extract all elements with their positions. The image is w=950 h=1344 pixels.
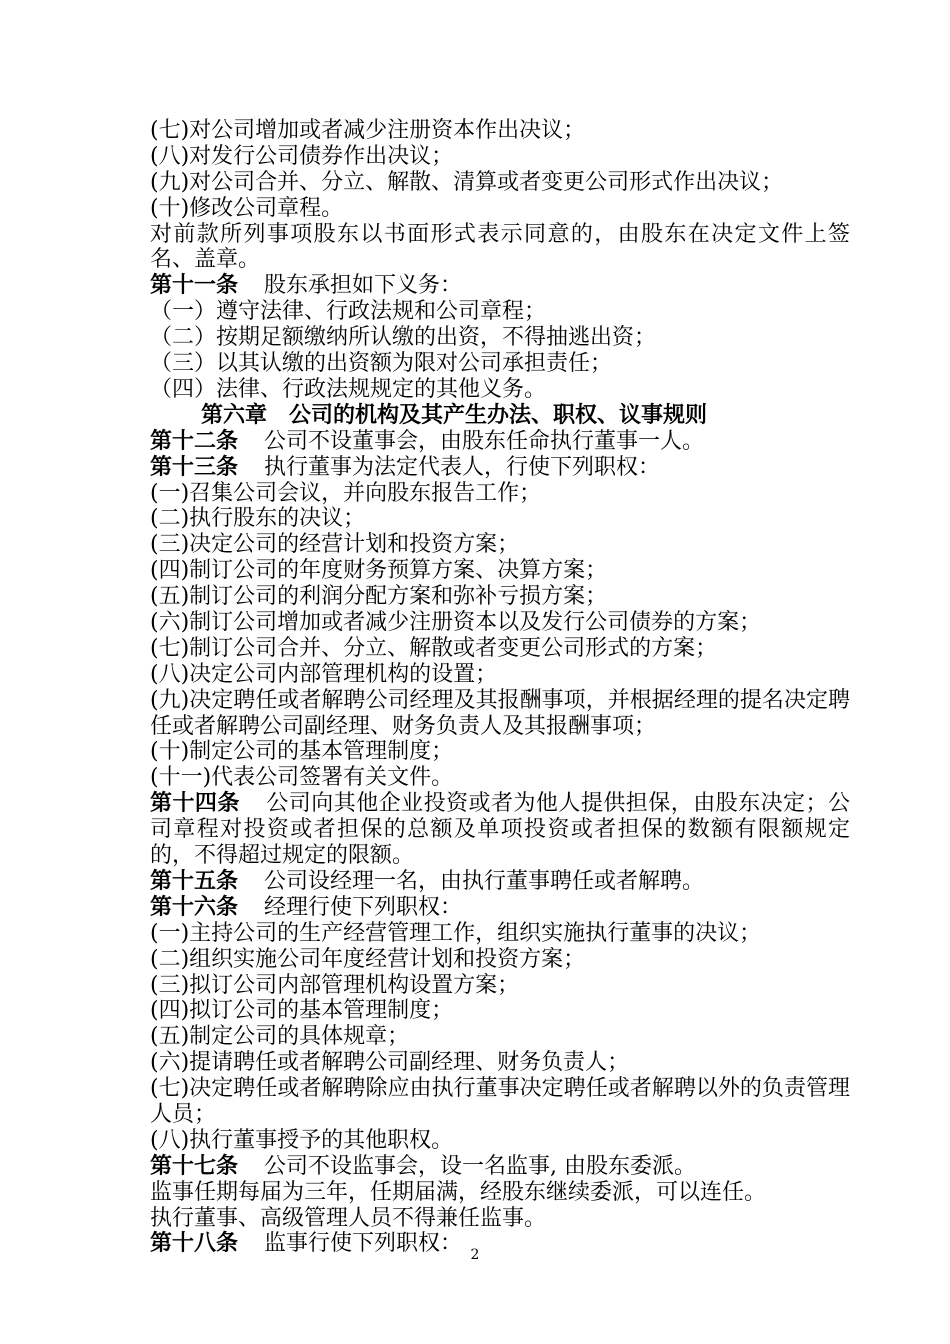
article-12 bbox=[104, 429, 850, 455]
article-text: 公司向其他企业投资或者为他人提供担保，由股东决定；公司章程对投资或者担保的总额及单项投资或者担保的数额有限额规定的，不得超过规定的限额。 bbox=[150, 791, 850, 869]
clause-line: (八)决定公司内部管理机构的设置； bbox=[150, 661, 498, 687]
article-17 bbox=[104, 1154, 850, 1180]
clause-line: （三）以其认缴的出资额为限对公司承担责任； bbox=[150, 351, 613, 377]
clause-line: 监事任期每届为三年，任期届满，经股东继续委派，可以连任。 bbox=[150, 1179, 767, 1205]
paragraph: 对前款所列事项股东以书面形式表示同意的，由股东在决定文件上签名、盖章。 bbox=[150, 221, 850, 273]
clause-line: (七)对公司增加或者减少注册资本作出决议； bbox=[150, 118, 586, 143]
article-text: 公司设经理一名，由执行董事聘任或者解聘。 bbox=[264, 868, 705, 894]
clause-line: (一)召集公司会议，并向股东报告工作； bbox=[150, 480, 542, 506]
article-14 bbox=[104, 791, 850, 869]
article-15 bbox=[104, 869, 850, 895]
clause-line: (十一)代表公司签署有关文件。 bbox=[150, 765, 454, 791]
article-title: 第十三条 bbox=[150, 453, 239, 480]
article-text: 股东承担如下义务： bbox=[264, 273, 463, 299]
clause-paragraph: (七)决定聘任或者解聘除应由执行董事决定聘任或者解聘以外的负责管理人员； bbox=[150, 1076, 850, 1127]
clause-line: (十)修改公司章程。 bbox=[150, 195, 344, 221]
clause-line: (九)对公司合并、分立、解散、清算或者变更公司形式作出决议； bbox=[150, 169, 784, 195]
clause-line: (十)制定公司的基本管理制度； bbox=[150, 739, 454, 765]
article-title: 第十七条 bbox=[150, 1152, 239, 1179]
clause-line: (七)制订公司合并、分立、解散或者变更公司形式的方案； bbox=[150, 635, 718, 661]
chapter-heading: 第六章 公司的机构及其产生办法、职权、议事规则 bbox=[201, 401, 708, 428]
article-title: 第十四条 bbox=[150, 790, 240, 817]
article-11 bbox=[104, 273, 850, 299]
article-16 bbox=[104, 895, 850, 921]
clause-line: (五)制定公司的具体规章； bbox=[150, 1024, 410, 1050]
article-title: 第十一条 bbox=[150, 272, 239, 299]
clause-line: （四）法律、行政法规规定的其他义务。 bbox=[150, 376, 547, 402]
article-text: 监事行使下列职权： bbox=[264, 1231, 463, 1257]
article-text: 公司不设董事会，由股东任命执行董事一人。 bbox=[264, 428, 705, 454]
clause-line: (一)主持公司的生产经营管理工作，组织实施执行董事的决议； bbox=[150, 920, 762, 946]
clause-line: (四)制订公司的年度财务预算方案、决算方案； bbox=[150, 558, 608, 584]
clause-paragraph: (九)决定聘任或者解聘公司经理及其报酬事项，并根据经理的提名决定聘任或者解聘公司副经理、财务负责人及其报酬事项； bbox=[150, 687, 850, 739]
article-title: 第十五条 bbox=[150, 867, 239, 894]
clause-line: (五)制订公司的利润分配方案和弥补亏损方案； bbox=[150, 584, 608, 610]
clause-line: (四)拟订公司的基本管理制度； bbox=[150, 998, 454, 1024]
clause-line: (二)组织实施公司年度经营计划和投资方案； bbox=[150, 946, 586, 972]
clause-line: （二）按期足额缴纳所认缴的出资，不得抽逃出资； bbox=[150, 325, 657, 351]
clause-line: (二)执行股东的决议； bbox=[150, 506, 366, 532]
article-13 bbox=[104, 455, 850, 481]
clause-line: （一）遵守法律、行政法规和公司章程； bbox=[150, 299, 547, 325]
page-number: 2 bbox=[470, 1247, 480, 1263]
article-title: 第十八条 bbox=[150, 1230, 239, 1257]
article-text: 经理行使下列职权： bbox=[264, 894, 463, 920]
clause-line: 执行董事、高级管理人员不得兼任监事。 bbox=[150, 1205, 547, 1231]
clause-line: (八)执行董事授予的其他职权。 bbox=[150, 1127, 454, 1153]
clause-line: (六)制订公司增加或者减少注册资本以及发行公司债券的方案； bbox=[150, 609, 762, 635]
clause-line: (六)提请聘任或者解聘公司副经理、财务负责人； bbox=[150, 1050, 630, 1076]
article-title: 第十六条 bbox=[150, 893, 239, 920]
clause-line: (三)决定公司的经营计划和投资方案； bbox=[150, 532, 520, 558]
article-text: 公司不设监事会，设一名监事, 由股东委派。 bbox=[264, 1153, 697, 1179]
document-body bbox=[104, 118, 850, 1257]
clause-line: (三)拟订公司内部管理机构设置方案； bbox=[150, 972, 520, 998]
clause-line: (八)对发行公司债券作出决议； bbox=[150, 143, 454, 169]
article-text: 执行董事为法定代表人，行使下列职权： bbox=[264, 454, 661, 480]
article-title: 第十二条 bbox=[150, 427, 239, 454]
